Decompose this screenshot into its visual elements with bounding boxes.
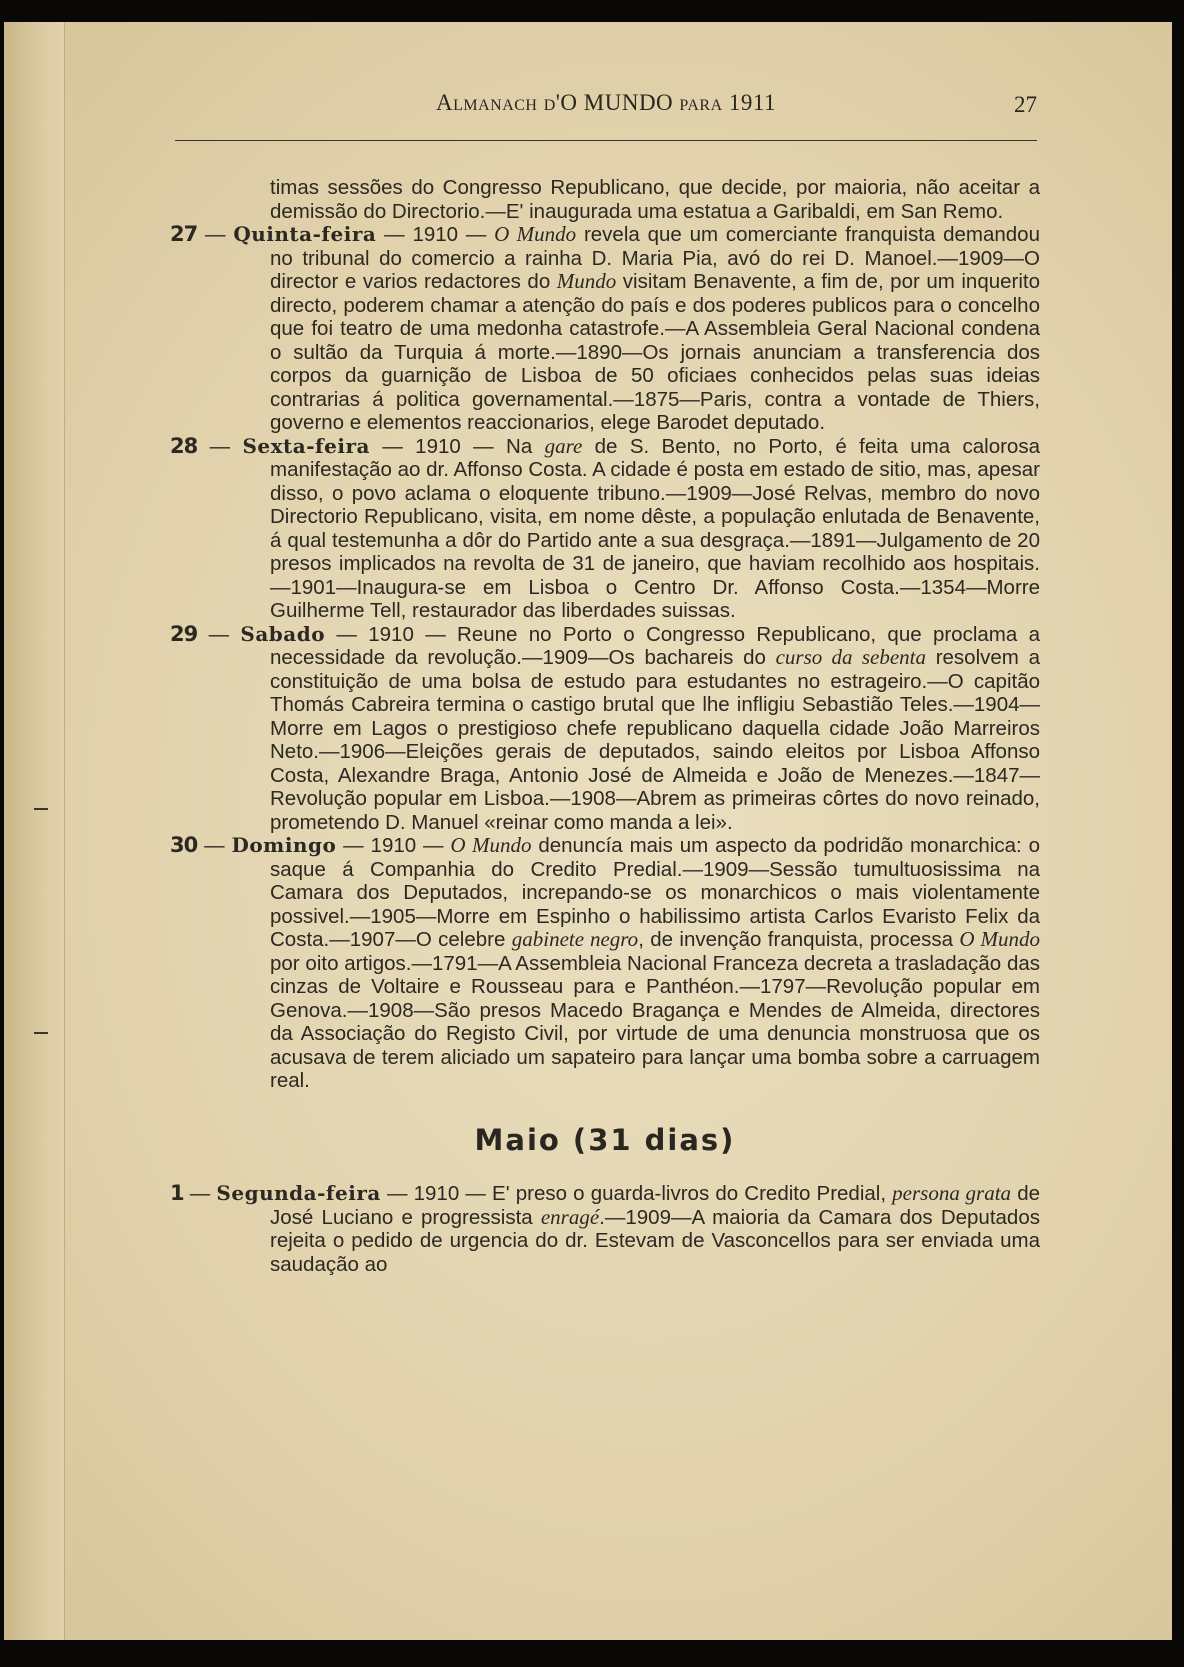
header-rule: [175, 140, 1037, 141]
calendar-entry: 30 — Domingo — 1910 — O Mundo denuncía mais um aspecto da podridão monarchica: o saque á Companhia do Credito Predial.—1909—Sessão tumultuosissima na Camara dos Deputados, increpando-se os monarchicos o mais violentamente possivel.—1905—Morre em Espinho o habilissimo artista Carlos Evaristo Felix da Costa.—1907—O celebre gabinete negro, de invenção franquista, processa O Mundo por oito artigos.—1791—A Assembleia Nacional Franceza decreta a trasladação das cinzas de Voltaire e Rousseau para e Panthéon.—1797—Revolução popular em Genova.—1908—São presos Macedo Bragança e Mendes de Almeida, directores da Associação do Registo Civil, por virtude de uma denuncia monstruosa que os acusava de terem aliciado um sapateiro para lançar uma bomba sobre a carruagem real.: [170, 833, 1040, 1092]
entry-day-number: 27: [170, 222, 198, 246]
entry-text: — 1910 — Reune no Porto o Congresso Republicano, que proclama a necessidade da revolução.—1909—Os bachareis do: [270, 622, 1040, 669]
entry-text: resolvem a constituição de uma bolsa de estudo para estudantes no estrageiro.—O capitão Thomás Cabreira termina o castigo brutal que lhe infligiu Sebastião Teles.—1904—Morre em Lagos o prestigioso chefe republicano daquella cidade João Marreiros Neto.—1906—Eleições gerais de deputados, saindo eleitos por Lisboa Affonso Costa, Alexandre Braga, Antonio José de Almeida e João de Menezes.—1847—Revolução popular em Lisboa.—1908—Abrem as primeiras côrtes do novo reinado, prometendo D. Manuel «reinar como manda a lei».: [270, 646, 1040, 834]
entry-italic-text: curso da sebenta: [775, 645, 926, 669]
entry-text: denuncía mais um aspecto da podridão monarchica: o saque á Companhia do Credito Predial.—1909—Sessão tumultuosissima na Camara dos Deputados, increpando-se os monarchicos o mais violentamente possivel.—1905—Morre em Espinho o habilissimo artista Carlos Evaristo Felix da Costa.—1907—O celebre: [270, 834, 1040, 951]
calendar-entry: 1 — Segunda-feira — 1910 — E' preso o guarda-livros do Credito Predial, persona grata de José Luciano e progressista enragé.—1909—A maioria da Camara dos Deputados rejeita o pedido de urgencia do dr. Estevam de Vasconcellos para ser enviada uma saudação ao: [170, 1181, 1040, 1276]
entry-italic-text: enragé: [540, 1204, 600, 1229]
continued-paragraph: timas sessões do Congresso Republicano, que decide, por maioria, não aceitar a demissão do Directorio.—E' inaugurada uma estatua a Garibaldi, em San Remo.: [270, 176, 1040, 223]
entry-text: .—1909—A maioria da Camara dos Deputados rejeita o pedido de urgencia do dr. Estevam de Vasconcellos para ser enviada uma saudação ao: [270, 1205, 1040, 1276]
entry-weekday: Quinta-feira: [233, 222, 377, 246]
entry-text: visitam Benavente, a fim de, por um inquerito directo, poderem chamar a atenção do país e dos poderes publicos para o concelho que foi teatro de uma medonha catastrofe.—A Assembleia Geral Nacional condena o sultão da Turquia á morte.—1890—Os jornais anunciam a transferencia dos corpos da guarnição de Lisboa de 50 oficiaes conhecidos pelas suas ideias contrarias á politica governamental.—1875—Paris, contra a vontade de Thiers, governo e elementos reaccionarios, elege Barodet deputado.: [270, 270, 1040, 434]
entry-text: de S. Bento, no Porto, é feita uma calorosa manifestação ao dr. Affonso Costa. A cidade é posta em estado de sitio, mas, apesar disso, o povo aclama o eloquente tribuno.—1909—José Relvas, membro do novo Directorio Republicano, visita, em nome dêste, a população enlutada de Benavente, á qual testemunha a dôr do Partido ante a sua desgraça.—1891—Julgamento de 20 presos implicados na revolta de 31 de janeiro, que haviam recolhido aos hospitais.—1901—Inaugura-se em Lisboa o Centro Dr. Affonso Costa.—1354—Morre Guilherme Tell, restaurador das liberdades suissas.: [270, 434, 1040, 622]
calendar-entry: 28 — Sexta-feira — 1910 — Na gare de S. Bento, no Porto, é feita uma calorosa manifestação ao dr. Affonso Costa. A cidade é posta em estado de sitio, mas, apesar disso, o povo aclama o eloquente tribuno.—1909—José Relvas, membro do novo Directorio Republicano, visita, em nome dêste, a população enlutada de Benavente, á qual testemunha a dôr do Partido ante a sua desgraça.—1891—Julgamento de 20 presos implicados na revolta de 31 de janeiro, que haviam recolhido aos hospitais.—1901—Inaugura-se em Lisboa o Centro Dr. Affonso Costa.—1354—Morre Guilherme Tell, restaurador das liberdades suissas.: [170, 433, 1040, 622]
entry-italic-text: O Mundo: [494, 222, 577, 246]
entry-day-number: 29: [170, 621, 198, 646]
entry-day-number: 28: [170, 433, 198, 458]
entry-text: , de invenção franquista, processa: [638, 928, 960, 951]
entry-text: — 1910 —: [343, 834, 451, 857]
entry-italic-text: gabinete negro: [511, 927, 639, 951]
entry-text: — 1910 —: [384, 223, 495, 246]
page-number: 27: [1014, 92, 1037, 117]
page-gutter: [4, 22, 65, 1640]
page-body: [170, 176, 1040, 1276]
running-header: [175, 86, 1037, 122]
entry-weekday: Domingo: [231, 833, 337, 857]
entry-italic-text: gare: [544, 433, 583, 458]
entry-text: — 1910 — Na: [382, 434, 545, 458]
entry-text: revela que um comerciante franquista demandou no tribunal do comercio a rainha D. Maria Pia, avó do rei D. Manoel.—1909—O director e varios redactores do: [270, 223, 1040, 293]
entry-text: — 1910 — E' preso o guarda-livros do Credito Predial,: [386, 1182, 893, 1205]
calendar-entry: 29 — Sabado — 1910 — Reune no Porto o Congresso Republicano, que proclama a necessidade da revolução.—1909—Os bachareis do curso da sebenta resolvem a constituição de uma bolsa de estudo para estudantes no estrageiro.—O capitão Thomás Cabreira termina o castigo brutal que lhe infligiu Sebastião Teles.—1904—Morre em Lagos o prestigioso chefe republicano daquella cidade João Marreiros Neto.—1906—Eleições gerais de deputados, saindo eleitos por Lisboa Affonso Costa, Alexandre Braga, Antonio José de Almeida e João de Menezes.—1847—Revolução popular em Lisboa.—1908—Abrem as primeiras côrtes do novo reinado, prometendo D. Manuel «reinar como manda a lei».: [170, 621, 1040, 834]
margin-mark: [34, 1032, 48, 1034]
entry-weekday: Segunda-feira: [216, 1181, 381, 1205]
entry-text: de José Luciano e progressista: [270, 1182, 1040, 1229]
entry-weekday: Sabado: [240, 621, 326, 646]
entry-italic-text: Mundo: [556, 269, 617, 293]
entry-day-number: 30: [170, 833, 198, 857]
calendar-entry: 27 — Quinta-feira — 1910 — O Mundo revela que um comerciante franquista demandou no tribunal do comercio a rainha D. Maria Pia, avó do rei D. Manoel.—1909—O director e varios redactores do Mundo visitam Benavente, a fim de, por um inquerito directo, poderem chamar a atenção do país e dos poderes publicos para o concelho que foi teatro de uma medonha catastrofe.—A Assembleia Geral Nacional condena o sultão da Turquia á morte.—1890—Os jornais anunciam a transferencia dos corpos da guarnição de Lisboa de 50 oficiaes conhecidos pelas suas ideias contrarias á politica governamental.—1875—Paris, contra a vontade de Thiers, governo e elementos reaccionarios, elege Barodet deputado.: [170, 222, 1040, 434]
entry-weekday: Sexta-feira: [242, 433, 370, 458]
may-entries: [170, 1182, 1040, 1276]
section-heading: Maio (31 dias): [474, 1122, 736, 1157]
margin-mark: [34, 808, 48, 810]
entry-italic-text: persona grata: [892, 1181, 1012, 1205]
running-title: Almanach d'O MUNDO para 1911: [435, 90, 777, 115]
entry-italic-text: O Mundo: [450, 833, 532, 857]
entry-italic-text: O Mundo: [959, 927, 1040, 951]
april-entries: [170, 223, 1040, 1093]
entry-day-number: 1: [170, 1181, 184, 1205]
entry-text: por oito artigos.—1791—A Assembleia Nacional Franceza decreta a trasladação das cinzas de Voltaire e Rousseau para e Panthéon.—1797—Revolução popular em Genova.—1908—São presos Macedo Bragança e Mendes de Almeida, directores da Associação do Registo Civil, por virtude de uma denuncia monstruosa que os acusava de terem aliciado um sapateiro para lançar uma bomba sobre a carruagem real.: [270, 951, 1040, 1092]
